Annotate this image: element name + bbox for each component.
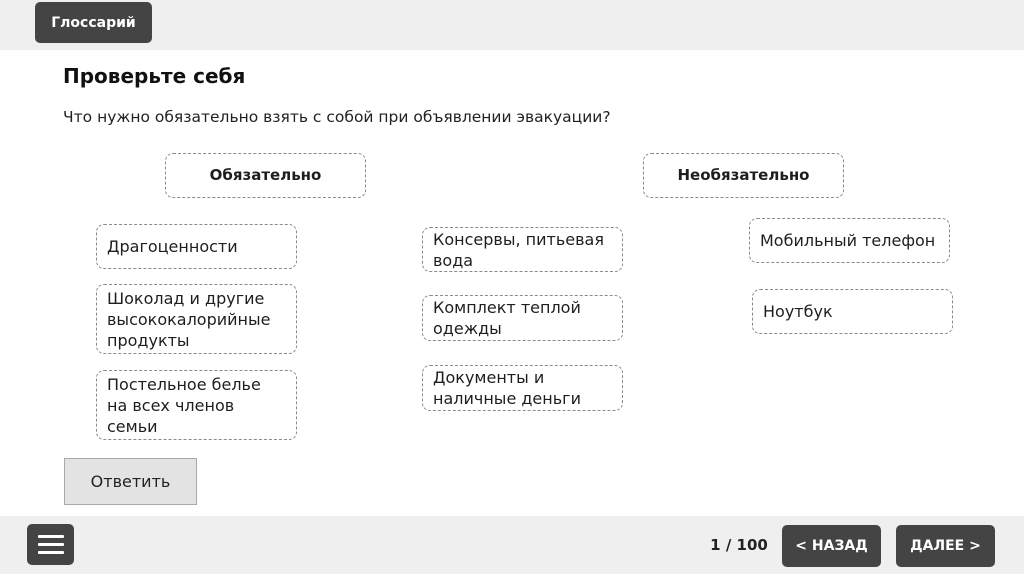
page-counter: 1 / 100 [710,536,768,554]
back-button[interactable]: < НАЗАД [782,525,881,567]
draggable-item[interactable]: Шоколад и другие высококалорийные продукты [96,284,297,354]
next-button[interactable]: ДАЛЕЕ > [896,525,995,567]
glossary-button[interactable]: Глоссарий [35,2,152,43]
draggable-item[interactable]: Драгоценности [96,224,297,269]
question-text: Что нужно обязательно взять с собой при объявлении эвакуации? [63,108,611,126]
drop-target-required[interactable]: Обязательно [165,153,366,198]
answer-button[interactable]: Ответить [64,458,197,505]
draggable-item[interactable]: Комплект теплой одежды [422,295,623,341]
drop-target-optional[interactable]: Необязательно [643,153,844,198]
page-title: Проверьте себя [63,64,246,88]
draggable-item[interactable]: Консервы, питьевая вода [422,227,623,272]
top-bar [0,0,1024,50]
draggable-item[interactable]: Постельное белье на всех членов семьи [96,370,297,440]
hamburger-menu-icon [38,535,64,538]
draggable-item[interactable]: Мобильный телефон [749,218,950,263]
draggable-item[interactable]: Документы и наличные деньги [422,365,623,411]
menu-button[interactable] [27,524,74,565]
draggable-item[interactable]: Ноутбук [752,289,953,334]
